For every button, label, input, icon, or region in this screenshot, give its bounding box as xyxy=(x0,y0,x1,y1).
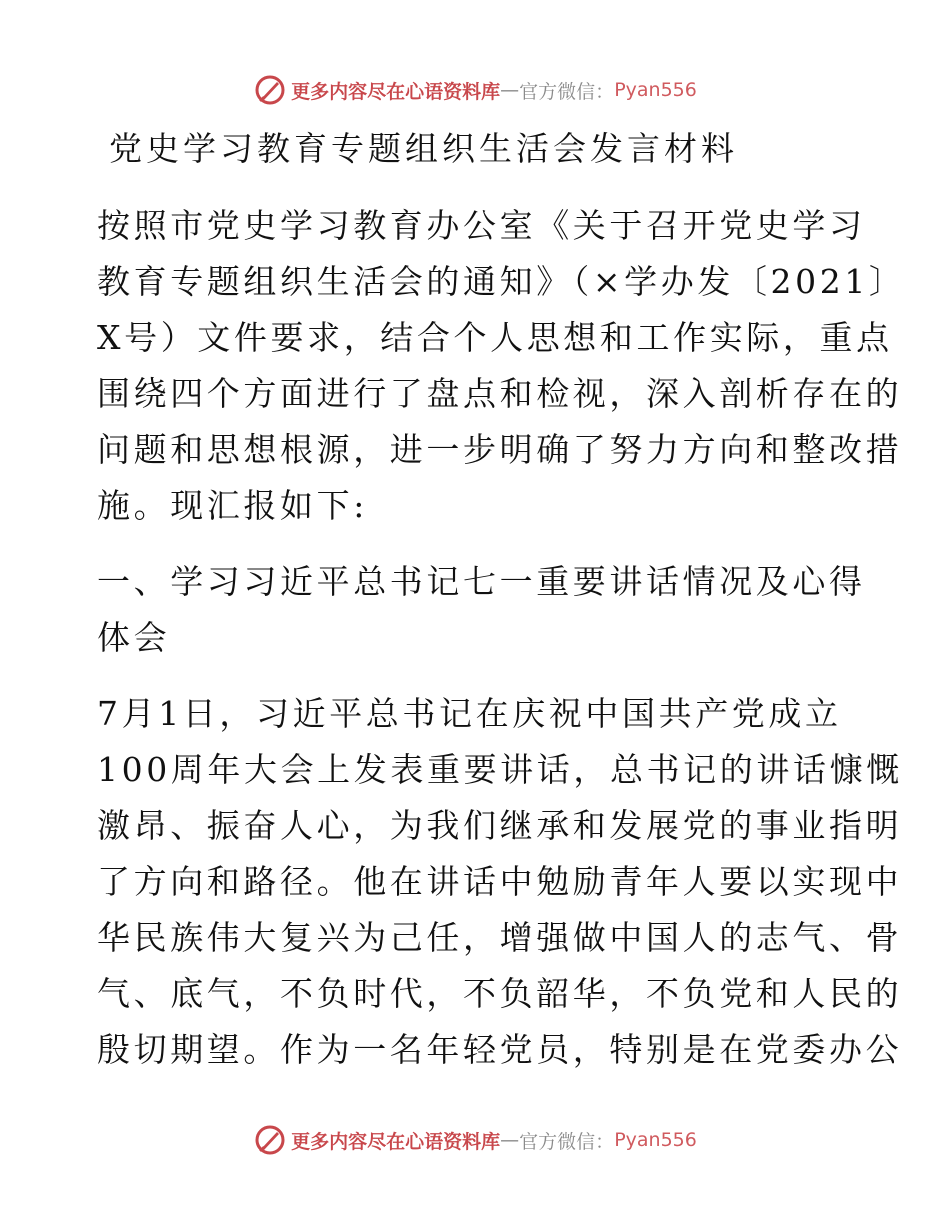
header-watermark xyxy=(0,70,950,110)
section-heading-1 xyxy=(97,554,866,666)
text-line: 体会 xyxy=(97,618,171,657)
text-line: 了方向和路径。他在讲话中勉励青年人要以实现中 xyxy=(97,862,903,901)
watermark-label: 官方微信： xyxy=(519,80,615,103)
text-line: 围绕四个方面进行了盘点和检视，深入剖析存在的 xyxy=(97,374,903,413)
feather-pen-logo-icon xyxy=(253,73,287,107)
watermark-brand: 更多内容尽在心语资料库 xyxy=(291,80,501,103)
footer-watermark xyxy=(0,1120,950,1160)
paragraph-intro xyxy=(97,198,906,534)
text-line: 教育专题组织生活会的通知》（×学办发〔2021〕 xyxy=(97,262,906,301)
text-line: 激昂、振奋人心，为我们继承和发展党的事业指明 xyxy=(97,806,903,845)
text-line: 施。现汇报如下: xyxy=(97,486,368,525)
paragraph-body xyxy=(97,686,903,1078)
text-line: 问题和思想根源，进一步明确了努力方向和整改措 xyxy=(97,430,903,469)
text-line: 气、底气，不负时代，不负韶华，不负党和人民的 xyxy=(97,974,903,1013)
text-line: 100周年大会上发表重要讲话，总书记的讲话慷慨 xyxy=(97,750,903,789)
watermark-account: Pyan556 xyxy=(614,1129,697,1151)
text-line: 殷切期望。作为一名年轻党员，特别是在党委办公 xyxy=(97,1030,903,1069)
watermark-label: 官方微信： xyxy=(519,1130,615,1153)
text-line: 7月1日，习近平总书记在庆祝中国共产党成立 xyxy=(97,694,842,733)
watermark-dash: — xyxy=(500,1129,520,1151)
watermark-account: Pyan556 xyxy=(614,79,697,101)
document-body xyxy=(97,122,906,1098)
watermark-brand: 更多内容尽在心语资料库 xyxy=(291,1130,501,1153)
document-title: 党史学习教育专题组织生活会发言材料 xyxy=(109,129,738,168)
text-line: 华民族伟大复兴为己任，增强做中国人的志气、骨 xyxy=(97,918,903,957)
text-line: 一、学习习近平总书记七一重要讲话情况及心得 xyxy=(97,562,866,601)
feather-pen-logo-icon xyxy=(253,1123,287,1157)
text-line: X号）文件要求，结合个人思想和工作实际，重点 xyxy=(97,318,893,357)
watermark-dash: — xyxy=(500,79,520,101)
text-line: 按照市党史学习教育办公室《关于召开党史学习 xyxy=(97,206,866,245)
